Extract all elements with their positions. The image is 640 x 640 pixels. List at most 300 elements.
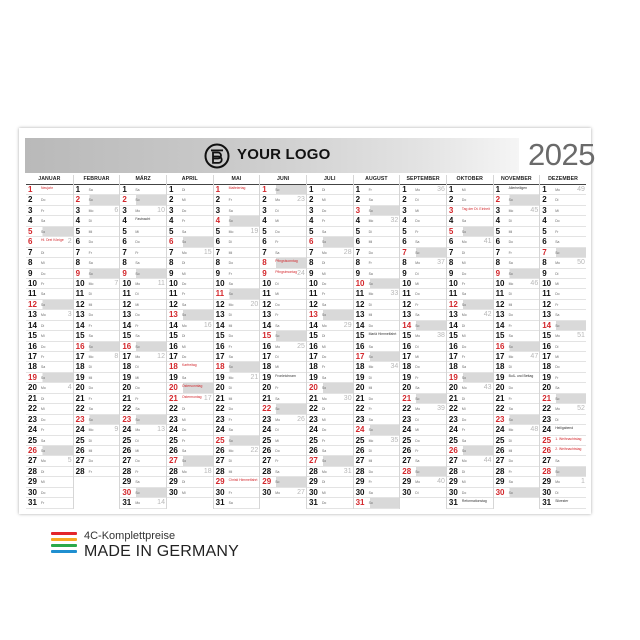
day-cell (354, 498, 400, 508)
weekday-label: Fr (508, 396, 512, 401)
weekday-label: Fr (415, 229, 419, 234)
day-cell (74, 362, 120, 372)
day-number: 19 (122, 372, 132, 382)
day-cell (74, 425, 120, 435)
day-cell (354, 310, 400, 320)
day-number: 24 (215, 425, 225, 435)
day-number: 21 (355, 393, 365, 403)
day-number: 25 (262, 435, 272, 445)
week-number: 25 (297, 342, 305, 350)
day-cell (26, 289, 73, 299)
weekday-label: Mi (228, 469, 233, 474)
day-number: 20 (215, 383, 225, 393)
weekday-label: Mi (415, 428, 419, 433)
week-number: 44 (483, 457, 492, 465)
day-cell (540, 310, 586, 320)
day-number: 14 (262, 320, 272, 330)
day-number: 25 (448, 435, 458, 445)
day-number: 11 (542, 289, 551, 299)
weekday-label: Fr (368, 407, 372, 412)
holiday-label: Karfreitag (181, 363, 197, 368)
week-number: 8 (114, 353, 119, 360)
wall-calendar (19, 128, 595, 514)
day-number: 15 (495, 331, 505, 341)
day-cell (214, 321, 260, 331)
day-cell (400, 237, 446, 247)
month-name: JULI (307, 175, 353, 185)
day-number: 11 (168, 289, 178, 299)
weekday-label: Mi (368, 459, 373, 464)
weekday-label: So (321, 459, 327, 464)
day-cell (307, 269, 353, 279)
day-number: 11 (215, 289, 225, 299)
day-number: 9 (215, 268, 221, 278)
weekday-label: Fr (555, 302, 559, 307)
day-number: 13 (28, 310, 37, 320)
day-cell (354, 456, 400, 466)
day-cell (400, 206, 446, 216)
week-number: 23 (297, 196, 305, 204)
day-number: 22 (75, 404, 85, 414)
weekday-label: Mo (461, 459, 467, 464)
day-number: 4 (448, 216, 454, 226)
weekday-label: Mo (555, 407, 560, 412)
weekday-label: Do (41, 344, 46, 349)
weekday-label: So (415, 250, 420, 255)
weekday-label: Do (228, 261, 233, 266)
day-cell (400, 352, 446, 362)
day-cell (26, 404, 73, 414)
weekday-label: Mo (415, 188, 420, 192)
day-number: 3 (75, 205, 81, 215)
day-cell (260, 342, 306, 352)
weekday-label: So (135, 198, 140, 203)
day-number: 31 (215, 498, 225, 508)
day-cell (447, 373, 493, 383)
day-cell (167, 331, 213, 341)
weekday-label: So (508, 490, 513, 495)
day-number: 4 (308, 216, 314, 226)
day-number: 18 (355, 362, 365, 372)
day-number: 27 (308, 456, 318, 466)
day-number: 10 (495, 278, 505, 288)
weekday-label: Do (461, 198, 467, 203)
weekday-label: So (461, 302, 467, 307)
day-number: 6 (448, 237, 454, 247)
day-number: 29 (542, 477, 552, 487)
weekday-label: Mo (321, 396, 327, 401)
weekday-label: Sa (181, 229, 187, 234)
day-number: 31 (542, 498, 552, 508)
weekday-label: Do (135, 313, 140, 318)
day-number: 1 (542, 185, 547, 194)
weekday-label: Mi (135, 448, 139, 453)
weekday-label: Fr (368, 480, 372, 485)
month-column (446, 175, 493, 509)
day-number: 25 (215, 435, 225, 445)
weekday-label: Sa (415, 459, 420, 464)
weekday-label: Fr (461, 281, 466, 286)
day-cell (214, 206, 260, 216)
day-number: 18 (28, 362, 37, 372)
day-number: 5 (448, 226, 454, 236)
weekday-label: So (368, 428, 373, 433)
day-cell (540, 342, 586, 352)
day-cell (167, 300, 213, 310)
month-name: APRIL (167, 175, 213, 185)
day-cell (74, 383, 120, 393)
day-number: 17 (308, 352, 318, 361)
day-number: 3 (308, 205, 314, 215)
day-cell (74, 269, 120, 279)
day-cell (120, 456, 166, 466)
weekday-label: Do (181, 428, 187, 433)
day-cell (26, 498, 73, 508)
day-cell (260, 415, 306, 425)
day-number: 27 (215, 456, 225, 466)
day-cell (354, 237, 400, 247)
day-cell (494, 216, 540, 226)
day-cell (447, 248, 493, 258)
day-number: 2 (28, 195, 33, 205)
weekday-label: Mi (508, 448, 513, 453)
day-number: 20 (542, 383, 552, 393)
day-number: 18 (448, 362, 458, 372)
day-number: 3 (542, 205, 547, 215)
day-number: 15 (448, 331, 458, 341)
day-cell (214, 436, 260, 446)
day-number: 20 (168, 383, 178, 393)
day-cell (167, 269, 213, 279)
day-cell (307, 300, 353, 310)
weekday-label: Di (415, 198, 419, 203)
day-number: 12 (308, 299, 318, 309)
day-number: 21 (262, 393, 272, 403)
day-cell (120, 269, 166, 279)
weekday-label: Mo (41, 313, 46, 318)
day-number: 21 (122, 393, 132, 403)
day-cell (260, 258, 306, 268)
day-number: 11 (402, 289, 411, 299)
day-cell (214, 456, 260, 466)
weekday-label: Mo (135, 208, 141, 213)
day-cell (214, 415, 260, 425)
day-cell (400, 331, 446, 341)
weekday-label: Mi (461, 407, 466, 412)
day-number: 24 (262, 425, 272, 435)
day-cell (260, 195, 306, 205)
day-cell (214, 362, 260, 372)
day-number: 2 (402, 195, 407, 205)
day-number: 5 (168, 226, 174, 236)
day-number: 8 (122, 258, 127, 268)
weekday-label: Sa (415, 240, 420, 245)
weekday-label: Di (415, 271, 419, 276)
week-number: 6 (114, 206, 119, 214)
weekday-label: Mi (461, 188, 466, 192)
day-cell (447, 216, 493, 226)
weekday-label: Mi (321, 344, 326, 349)
holiday-label: Fastnacht (135, 217, 151, 222)
day-number: 30 (262, 487, 272, 497)
week-number: 21 (250, 373, 259, 381)
weekday-label: Fr (41, 208, 45, 213)
weekday-label: Mo (555, 480, 560, 485)
day-number: 31 (28, 498, 37, 508)
weekday-label: Do (181, 281, 187, 286)
weekday-label: Di (41, 396, 45, 401)
day-cell (260, 477, 306, 487)
weekday-label: Fr (41, 281, 45, 286)
weekday-label: Mo (321, 469, 327, 474)
day-number: 13 (122, 310, 132, 320)
day-number: 26 (215, 445, 225, 455)
day-number: 4 (495, 216, 501, 226)
day-cell (400, 425, 446, 435)
weekday-label: Mi (275, 292, 279, 297)
day-number: 15 (542, 331, 552, 341)
day-cell (120, 488, 166, 498)
week-number: 18 (203, 467, 212, 475)
day-number: 3 (215, 205, 221, 215)
day-number: 7 (262, 247, 267, 257)
day-cell (494, 456, 540, 466)
day-cell (400, 436, 446, 446)
weekday-label: Sa (508, 334, 513, 339)
empty-day (260, 498, 306, 508)
day-number: 21 (28, 393, 37, 403)
week-number: 4 (67, 384, 72, 392)
day-number: 9 (168, 268, 174, 278)
day-number: 28 (75, 466, 85, 476)
day-cell (307, 321, 353, 331)
weekday-label: Mi (508, 302, 513, 307)
day-number: 24 (448, 425, 458, 435)
day-number: 23 (308, 414, 318, 424)
weekday-label: Mi (41, 480, 45, 485)
day-cell (74, 310, 120, 320)
day-number: 2 (262, 195, 267, 205)
day-number: 14 (542, 320, 552, 330)
weekday-label: Mi (275, 365, 279, 370)
day-cell (354, 488, 400, 498)
day-cell (307, 436, 353, 446)
day-number: 3 (28, 205, 33, 215)
weekday-label: Mo (135, 281, 141, 286)
week-number: 32 (390, 217, 399, 225)
month-column (213, 175, 260, 509)
weekday-label: Mo (228, 229, 234, 234)
day-number: 19 (542, 372, 552, 382)
holiday-label: Hl. Drei Könige (41, 238, 64, 243)
weekday-label: Do (41, 490, 46, 495)
day-cell (447, 446, 493, 456)
day-cell (167, 467, 213, 477)
day-cell (354, 248, 400, 258)
color-stripe (51, 550, 77, 553)
week-number: 33 (390, 290, 399, 298)
day-cell (260, 373, 306, 383)
day-cell (540, 227, 586, 237)
weekday-label: Fr (135, 469, 139, 474)
weekday-label: Mo (368, 365, 374, 370)
day-cell (120, 342, 166, 352)
day-cell (400, 248, 446, 258)
weekday-label: Mo (555, 261, 560, 266)
day-number: 2 (448, 195, 454, 205)
day-cell (120, 310, 166, 320)
month-name: JANUAR (26, 175, 73, 185)
weekday-label: Sa (368, 490, 373, 495)
day-cell (214, 404, 260, 414)
day-number: 12 (215, 299, 225, 309)
weekday-label: So (88, 271, 93, 276)
day-number: 2 (75, 195, 81, 205)
weekday-label: Do (88, 459, 93, 464)
day-number: 8 (402, 258, 407, 268)
day-number: 31 (355, 498, 365, 508)
weekday-label: So (508, 417, 513, 422)
day-cell (307, 342, 353, 352)
day-cell (26, 342, 73, 352)
day-number: 26 (308, 445, 318, 455)
day-cell (400, 279, 446, 289)
weekday-label: Sa (461, 365, 467, 370)
day-number: 29 (355, 477, 365, 487)
holiday-label: Maifeiertag (228, 186, 246, 190)
day-number: 6 (542, 237, 547, 247)
weekday-label: Mo (88, 281, 94, 286)
day-number: 10 (308, 278, 318, 288)
day-cell (494, 195, 540, 205)
day-cell (540, 206, 586, 216)
weekday-label: Sa (228, 281, 233, 286)
day-cell (120, 467, 166, 477)
weekday-label: Sa (41, 219, 46, 224)
day-number: 26 (75, 445, 85, 455)
day-cell (26, 258, 73, 268)
weekday-label: Do (275, 302, 280, 307)
day-number: 12 (448, 299, 458, 309)
holiday-label: Tag der Dt. Einheit (461, 206, 490, 211)
day-cell (447, 415, 493, 425)
weekday-label: Do (368, 250, 373, 255)
weekday-label: Mi (321, 417, 326, 422)
day-cell (120, 248, 166, 258)
day-number: 15 (402, 331, 412, 341)
day-cell (120, 279, 166, 289)
day-cell (447, 352, 493, 362)
day-cell (447, 227, 493, 237)
day-cell (120, 289, 166, 299)
day-number: 25 (308, 435, 318, 445)
weekday-label: Mi (88, 229, 93, 234)
day-number: 6 (168, 237, 174, 247)
weekday-label: So (41, 448, 46, 453)
day-number: 7 (168, 247, 174, 257)
day-cell (540, 373, 586, 383)
weekday-label: Mo (555, 188, 560, 192)
weekday-label: Sa (555, 240, 560, 245)
weekday-label: Fr (88, 323, 92, 328)
holiday-label: Ostermontag (181, 394, 202, 399)
day-cell (167, 227, 213, 237)
day-cell (494, 404, 540, 414)
day-number: 5 (75, 226, 81, 236)
week-number: 11 (157, 279, 165, 287)
weekday-label: So (415, 396, 420, 401)
day-cell (494, 331, 540, 341)
weekday-label: So (41, 302, 46, 307)
weekday-label: Mo (275, 417, 280, 422)
day-cell (307, 331, 353, 341)
day-cell (214, 394, 260, 404)
day-cell (167, 477, 213, 487)
day-number: 11 (355, 289, 365, 299)
week-number: 24 (297, 269, 305, 277)
day-cell (307, 185, 353, 195)
weekday-label: Di (228, 459, 232, 464)
weekday-label: Sa (228, 428, 233, 433)
day-number: 16 (28, 341, 37, 351)
day-number: 4 (168, 216, 174, 226)
weekday-label: Fr (321, 292, 326, 297)
weekday-label: Di (555, 271, 559, 276)
day-cell (214, 383, 260, 393)
weekday-label: Sa (275, 323, 280, 328)
day-cell (494, 467, 540, 477)
weekday-label: Sa (368, 271, 373, 276)
weekday-label: Di (508, 219, 512, 224)
day-number: 27 (168, 456, 178, 466)
day-number: 26 (355, 445, 365, 455)
day-number: 17 (448, 352, 458, 361)
day-cell (167, 425, 213, 435)
day-cell (447, 321, 493, 331)
day-number: 16 (168, 341, 178, 351)
weekday-label: Mo (461, 386, 467, 391)
weekday-label: Di (321, 188, 326, 192)
weekday-label: So (415, 323, 420, 328)
day-number: 14 (308, 320, 318, 330)
weekday-label: Mi (461, 480, 466, 485)
day-cell (26, 310, 73, 320)
day-number: 11 (448, 289, 458, 299)
day-number: 21 (402, 393, 412, 403)
day-cell (354, 404, 400, 414)
weekday-label: Di (508, 292, 512, 297)
weekday-label: Sa (321, 375, 327, 380)
day-number: 2 (168, 195, 174, 205)
weekday-label: Mo (88, 208, 94, 213)
weekday-label: Mi (321, 271, 326, 276)
weekday-label: Mi (228, 250, 233, 255)
day-number: 28 (308, 466, 318, 476)
day-number: 4 (215, 216, 221, 226)
day-cell (260, 404, 306, 414)
weekday-label: Di (88, 438, 92, 443)
day-number: 7 (495, 247, 501, 257)
day-number: 30 (495, 487, 505, 497)
holiday-label: Mariä Himmelfahrt (368, 332, 397, 337)
day-number: 4 (75, 216, 81, 226)
holiday-label: Buß- und Bettag (508, 373, 534, 378)
day-number: 6 (28, 237, 33, 247)
day-number: 29 (448, 477, 458, 487)
day-cell (447, 195, 493, 205)
day-number: 9 (122, 268, 127, 278)
day-number: 6 (122, 237, 127, 247)
